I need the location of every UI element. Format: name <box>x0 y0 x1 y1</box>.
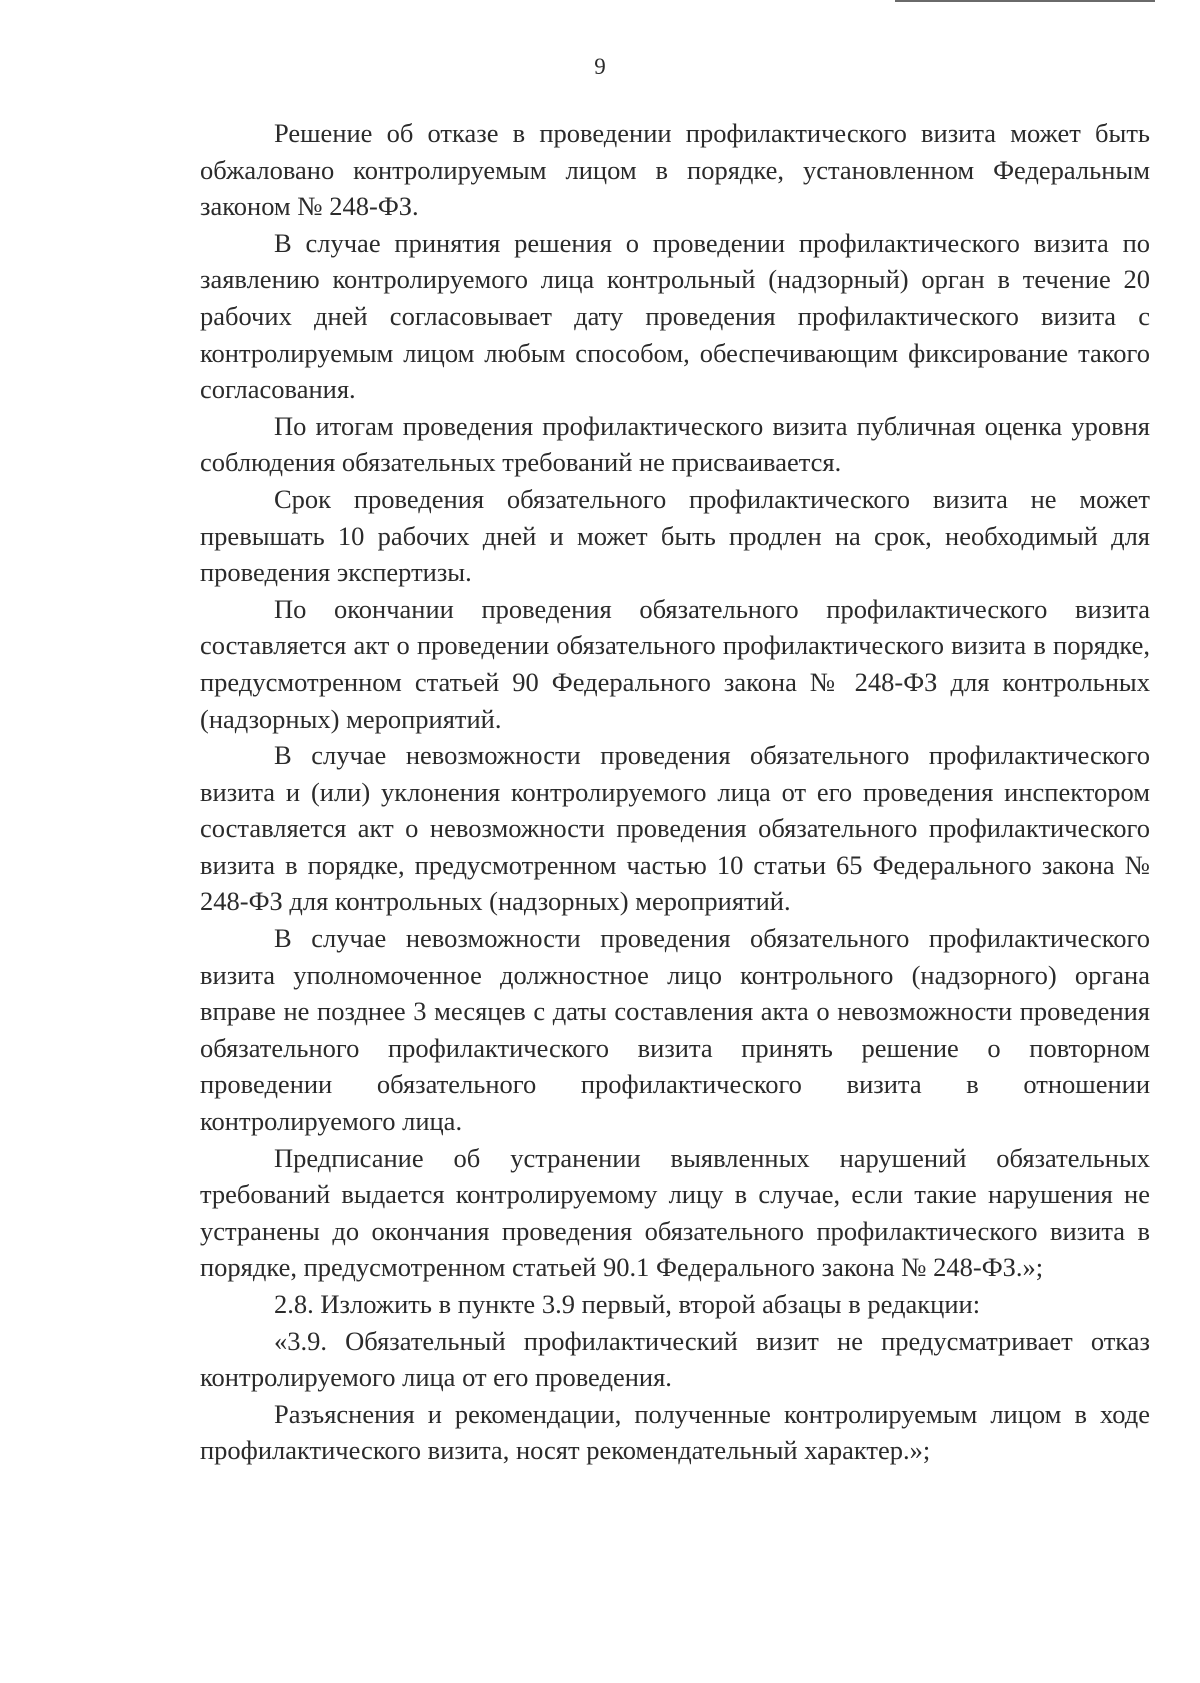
page-number: 9 <box>594 54 606 79</box>
paragraph-repeat-visit: В случае невозможности проведения обязательного профилактического визита уполномоченное должностное лицо контрольного (надзорного) органа вправе не позднее 3 месяцев с даты составления акта о невозможности проведения обязательного профилактического визита принять решение о повторном проведении обязательного профилактического визита в отношении контролируемого лица. <box>200 923 1150 1137</box>
paragraph-impossibility-act: В случае невозможности проведения обязательного профилактического визита и (или) уклонения контролируемого лица от его проведения инспектором составляется акт о невозможности проведения обязательного профилактического визита в порядке, предусмотренном частью 10 статьи 65 Федерального закона № 248-ФЗ для контрольных (надзорных) мероприятий. <box>200 740 1150 917</box>
paragraph-prescription: Предписание об устранении выявленных нарушений обязательных требований выдается контролируемому лицу в случае, если такие нарушения не устранены до окончания проведения обязательного профилактического визита в порядке, предусмотренном статьей 90.1 Федерального закона № 248-ФЗ.»; <box>200 1142 1150 1283</box>
paragraph-amendment-2-8: 2.8. Изложить в пункте 3.9 первый, второй абзацы в редакции: <box>274 1289 981 1319</box>
paragraph-no-public-rating: По итогам проведения профилактического визита публичная оценка уровня соблюдения обязательных требований не присваивается. <box>200 410 1150 478</box>
top-edge-rule <box>895 0 1155 2</box>
paragraph-visit-act: По окончании проведения обязательного профилактического визита составляется акт о проведении обязательного профилактического визита в порядке, предусмотренном статьей 90 Федерального закона № 248-ФЗ для контрольных (надзорных) мероприятий. <box>200 593 1150 734</box>
paragraph-appeal-refusal: Решение об отказе в проведении профилактического визита может быть обжаловано контролируемым лицом в порядке, установленном Федеральным законом № 248-ФЗ. <box>200 118 1150 222</box>
paragraph-recommendations: Разъяснения и рекомендации, полученные контролируемым лицом в ходе профилактического визита, носят рекомендательный характер.»; <box>200 1398 1150 1466</box>
paragraph-date-agreement: В случае принятия решения о проведении профилактического визита по заявлению контролируемого лица контрольный (надзорный) орган в течение 20 рабочих дней согласовывает дату проведения профилактического визита с контролируемым лицом любым способом, обеспечивающим фиксирование такого согласования. <box>200 227 1150 405</box>
paragraph-clause-3-9: «3.9. Обязательный профилактический визит не предусматривает отказ контролируемого лица от его проведения. <box>200 1325 1150 1393</box>
paragraph-visit-duration: Срок проведения обязательного профилактического визита не может превышать 10 рабочих дней и может быть продлен на срок, необходимый для проведения экспертизы. <box>200 483 1150 588</box>
document-body <box>200 115 1150 1469</box>
